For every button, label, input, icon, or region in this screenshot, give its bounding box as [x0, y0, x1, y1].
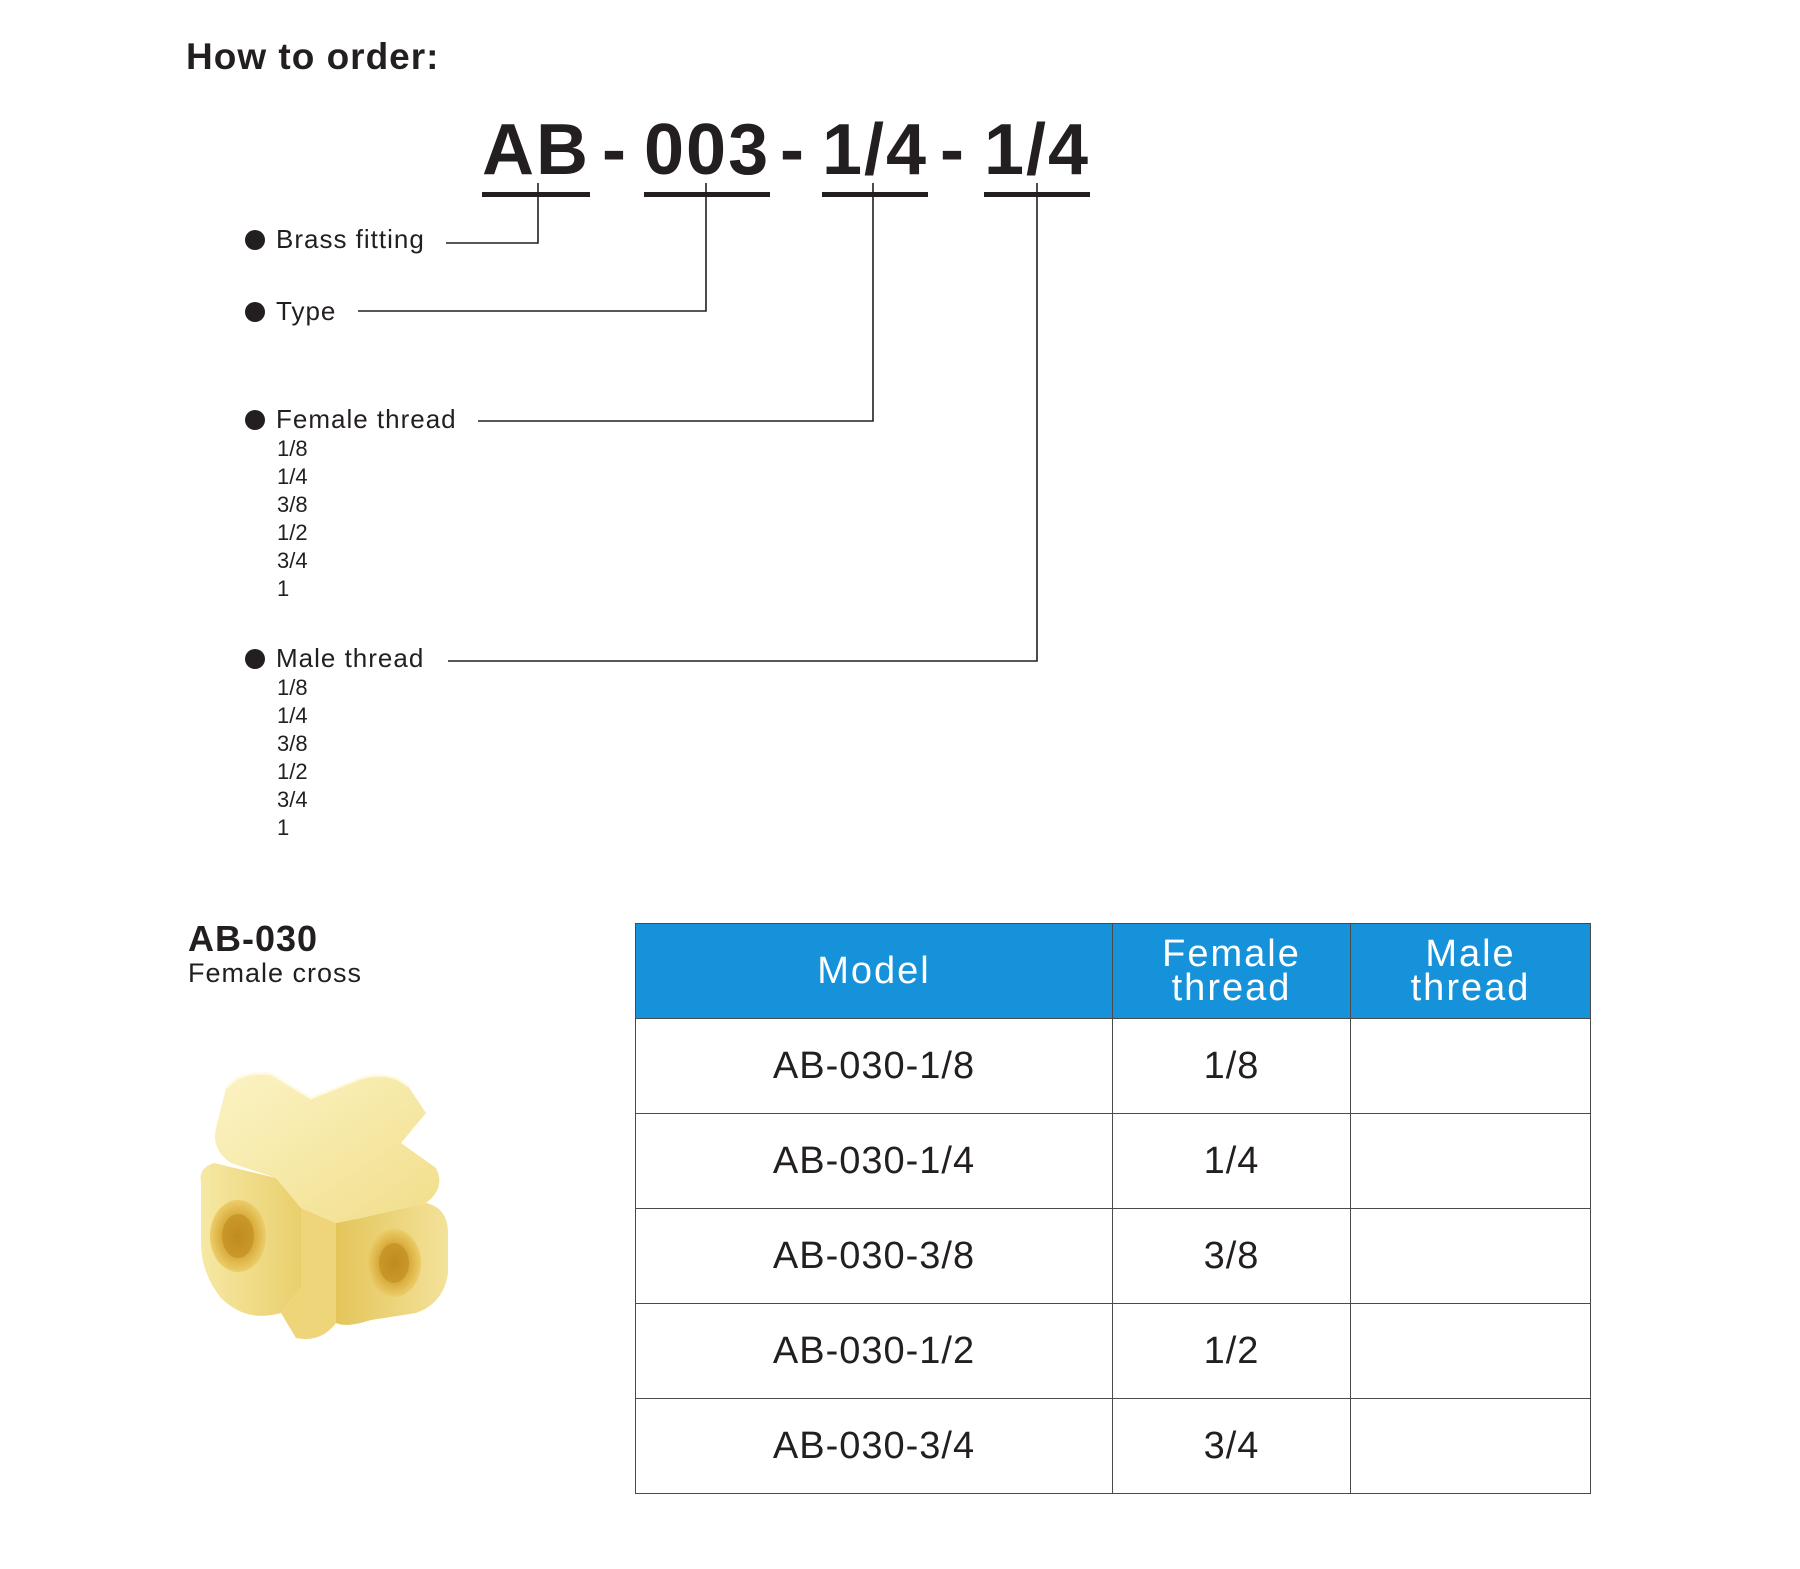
- header-female-line1: Female: [1162, 933, 1301, 975]
- header-male-line1: Male: [1425, 933, 1516, 975]
- header-male-thread: [1351, 924, 1591, 1019]
- cell-male-thread: [1351, 1019, 1591, 1114]
- male-thread-size-list: [277, 674, 308, 842]
- code-segment-type: 003: [644, 108, 770, 197]
- option-label-brass-fitting: Brass fitting: [276, 224, 433, 254]
- size-item: 1: [277, 576, 290, 601]
- header-model-label: Model: [817, 950, 931, 992]
- code-segment-male-thread: 1/4: [984, 108, 1090, 197]
- female-thread-size-list: [277, 435, 308, 603]
- size-item: 1/2: [277, 520, 308, 545]
- size-item: 1/4: [277, 464, 308, 489]
- cell-model: AB-030-3/8: [636, 1209, 1113, 1304]
- brass-cross-fitting-icon: [186, 1058, 506, 1348]
- cell-male-thread: [1351, 1209, 1591, 1304]
- cell-female-thread: 3/8: [1113, 1209, 1351, 1304]
- size-item: 3/8: [277, 492, 308, 517]
- bullet-icon: [245, 230, 265, 250]
- page-heading: How to order:: [186, 36, 440, 77]
- header-female-thread: [1113, 924, 1351, 1019]
- cell-model: AB-030-1/2: [636, 1304, 1113, 1399]
- cell-model: AB-030-1/4: [636, 1114, 1113, 1209]
- code-segment-series: AB: [482, 108, 590, 197]
- bullet-icon: [245, 649, 265, 669]
- header-model: [636, 924, 1113, 1019]
- size-item: 3/4: [277, 787, 308, 812]
- code-separator: -: [602, 110, 628, 190]
- code-separator: -: [780, 110, 806, 190]
- option-label-male-thread: Male thread: [276, 643, 432, 673]
- option-label-type: Type: [276, 296, 344, 326]
- code-segment-female-thread: 1/4: [822, 108, 928, 197]
- connector-line-female: [478, 183, 873, 421]
- size-item: 3/8: [277, 731, 308, 756]
- cell-female-thread: 1/8: [1113, 1019, 1351, 1114]
- size-item: 1/2: [277, 759, 308, 784]
- size-item: 1/8: [277, 436, 308, 461]
- cell-male-thread: [1351, 1114, 1591, 1209]
- product-code: AB-030: [188, 918, 319, 959]
- size-item: 3/4: [277, 548, 308, 573]
- table-row: [636, 1114, 1591, 1209]
- cell-male-thread: [1351, 1304, 1591, 1399]
- size-item: 1/4: [277, 703, 308, 728]
- product-description: Female cross: [188, 958, 363, 988]
- cell-model: AB-030-1/8: [636, 1019, 1113, 1114]
- size-item: 1: [277, 815, 290, 840]
- table-row: [636, 1019, 1591, 1114]
- cell-male-thread: [1351, 1399, 1591, 1494]
- bullet-icon: [245, 410, 265, 430]
- cell-female-thread: 1/2: [1113, 1304, 1351, 1399]
- header-male-line2: thread: [1410, 967, 1531, 1009]
- code-separator: -: [940, 110, 966, 190]
- cell-female-thread: 1/4: [1113, 1114, 1351, 1209]
- header-female-line2: thread: [1171, 967, 1292, 1009]
- size-item: 1/8: [277, 675, 308, 700]
- table-row: [636, 1304, 1591, 1399]
- option-label-female-thread: Female thread: [276, 404, 465, 434]
- connector-line-male: [448, 183, 1037, 661]
- cell-female-thread: 3/4: [1113, 1399, 1351, 1494]
- spec-table: [635, 923, 1591, 1494]
- table-row: [636, 1399, 1591, 1494]
- table-row: [636, 1209, 1591, 1304]
- table-header-row: [636, 924, 1591, 1019]
- bullet-icon: [245, 302, 265, 322]
- cell-model: AB-030-3/4: [636, 1399, 1113, 1494]
